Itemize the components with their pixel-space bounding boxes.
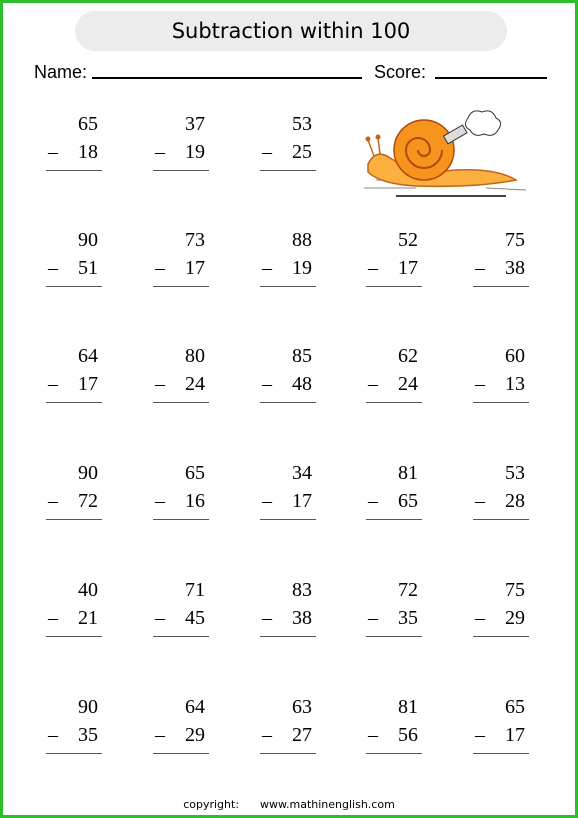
minuend: 62 xyxy=(398,345,418,367)
subtraction-problem xyxy=(471,229,531,289)
answer-line[interactable] xyxy=(260,286,316,287)
snail-illustration xyxy=(356,108,532,204)
subtraction-problem xyxy=(151,229,211,289)
subtraction-problem xyxy=(364,696,424,756)
subtraction-problem xyxy=(364,462,424,522)
minuend: 75 xyxy=(505,579,525,601)
answer-line[interactable] xyxy=(46,170,102,171)
minuend: 65 xyxy=(185,462,205,484)
subtrahend: 38 xyxy=(292,607,312,629)
subtrahend: 19 xyxy=(185,141,205,163)
name-label: Name: xyxy=(34,62,88,82)
subtrahend: 27 xyxy=(292,724,312,746)
minus-sign: – xyxy=(48,607,58,629)
minus-sign: – xyxy=(155,490,165,512)
minuend: 90 xyxy=(78,462,98,484)
subtrahend: 17 xyxy=(292,490,312,512)
subtraction-problem xyxy=(258,229,318,289)
subtraction-problem xyxy=(258,113,318,173)
subtrahend: 21 xyxy=(78,607,98,629)
minuend: 65 xyxy=(78,113,98,135)
name-line[interactable] xyxy=(92,77,362,79)
minuend: 90 xyxy=(78,696,98,718)
subtrahend: 29 xyxy=(505,607,525,629)
subtrahend: 38 xyxy=(505,257,525,279)
subtrahend: 13 xyxy=(505,373,525,395)
subtraction-problem xyxy=(44,579,104,639)
minuend: 63 xyxy=(292,696,312,718)
minuend: 72 xyxy=(398,579,418,601)
answer-line[interactable] xyxy=(153,519,209,520)
answer-line[interactable] xyxy=(366,519,422,520)
subtraction-problem xyxy=(364,229,424,289)
answer-line[interactable] xyxy=(153,402,209,403)
minus-sign: – xyxy=(262,490,272,512)
answer-line[interactable] xyxy=(46,286,102,287)
answer-line[interactable] xyxy=(46,636,102,637)
minus-sign: – xyxy=(48,373,58,395)
subtraction-problem xyxy=(258,696,318,756)
minus-sign: – xyxy=(368,607,378,629)
minus-sign: – xyxy=(48,257,58,279)
score-label: Score: xyxy=(374,62,427,82)
answer-line[interactable] xyxy=(260,170,316,171)
minuend: 75 xyxy=(505,229,525,251)
answer-line[interactable] xyxy=(46,519,102,520)
subtrahend: 35 xyxy=(78,724,98,746)
subtraction-problem xyxy=(151,579,211,639)
subtrahend: 56 xyxy=(398,724,418,746)
minus-sign: – xyxy=(368,724,378,746)
minuend: 90 xyxy=(78,229,98,251)
minus-sign: – xyxy=(475,490,485,512)
subtrahend: 16 xyxy=(185,490,205,512)
minuend: 73 xyxy=(185,229,205,251)
minuend: 40 xyxy=(78,579,98,601)
minuend: 81 xyxy=(398,462,418,484)
subtrahend: 17 xyxy=(185,257,205,279)
minus-sign: – xyxy=(155,141,165,163)
footer xyxy=(0,798,578,811)
minuend: 88 xyxy=(292,229,312,251)
minus-sign: – xyxy=(48,724,58,746)
subtrahend: 19 xyxy=(292,257,312,279)
answer-line[interactable] xyxy=(260,636,316,637)
minuend: 60 xyxy=(505,345,525,367)
subtrahend: 28 xyxy=(505,490,525,512)
subtraction-problem xyxy=(44,345,104,405)
minuend: 64 xyxy=(78,345,98,367)
subtrahend: 35 xyxy=(398,607,418,629)
title-text: Subtraction within 100 xyxy=(171,19,411,43)
minus-sign: – xyxy=(475,724,485,746)
minus-sign: – xyxy=(475,607,485,629)
minus-sign: – xyxy=(368,257,378,279)
minuend: 53 xyxy=(505,462,525,484)
minus-sign: – xyxy=(262,373,272,395)
subtrahend: 25 xyxy=(292,141,312,163)
answer-line[interactable] xyxy=(153,636,209,637)
subtrahend: 24 xyxy=(185,373,205,395)
subtrahend: 17 xyxy=(78,373,98,395)
answer-line[interactable] xyxy=(153,753,209,754)
answer-line[interactable] xyxy=(473,402,529,403)
answer-line[interactable] xyxy=(473,286,529,287)
subtrahend: 24 xyxy=(398,373,418,395)
answer-line[interactable] xyxy=(366,286,422,287)
subtraction-problem xyxy=(44,462,104,522)
minus-sign: – xyxy=(262,141,272,163)
subtraction-problem xyxy=(258,579,318,639)
answer-line[interactable] xyxy=(473,636,529,637)
minus-sign: – xyxy=(155,607,165,629)
subtrahend: 17 xyxy=(505,724,525,746)
minus-sign: – xyxy=(475,373,485,395)
minuend: 83 xyxy=(292,579,312,601)
answer-line[interactable] xyxy=(473,753,529,754)
subtraction-problem xyxy=(471,696,531,756)
answer-line[interactable] xyxy=(153,170,209,171)
minuend: 80 xyxy=(185,345,205,367)
answer-line[interactable] xyxy=(260,519,316,520)
subtrahend: 72 xyxy=(78,490,98,512)
subtraction-problem xyxy=(44,113,104,173)
minuend: 81 xyxy=(398,696,418,718)
subtrahend: 17 xyxy=(398,257,418,279)
subtraction-problem xyxy=(364,345,424,405)
worksheet-title xyxy=(75,11,507,51)
subtraction-problem xyxy=(471,579,531,639)
answer-line[interactable] xyxy=(260,753,316,754)
subtrahend: 51 xyxy=(78,257,98,279)
score-line[interactable] xyxy=(435,77,547,79)
answer-line[interactable] xyxy=(46,402,102,403)
minus-sign: – xyxy=(48,490,58,512)
subtrahend: 18 xyxy=(78,141,98,163)
subtrahend: 29 xyxy=(185,724,205,746)
minus-sign: – xyxy=(368,373,378,395)
minus-sign: – xyxy=(155,373,165,395)
minuend: 85 xyxy=(292,345,312,367)
minuend: 34 xyxy=(292,462,312,484)
subtraction-problem xyxy=(151,113,211,173)
minuend: 52 xyxy=(398,229,418,251)
website-link[interactable]: www.mathinenglish.com xyxy=(260,798,395,811)
answer-line[interactable] xyxy=(260,402,316,403)
minus-sign: – xyxy=(155,724,165,746)
answer-line[interactable] xyxy=(366,402,422,403)
minus-sign: – xyxy=(155,257,165,279)
answer-line[interactable] xyxy=(153,286,209,287)
minus-sign: – xyxy=(262,607,272,629)
subtraction-problem xyxy=(44,696,104,756)
subtraction-problem xyxy=(258,345,318,405)
minus-sign: – xyxy=(475,257,485,279)
minus-sign: – xyxy=(368,490,378,512)
subtraction-problem xyxy=(44,229,104,289)
minuend: 37 xyxy=(185,113,205,135)
subtraction-problem xyxy=(471,345,531,405)
answer-line[interactable] xyxy=(366,636,422,637)
answer-line[interactable] xyxy=(473,519,529,520)
minus-sign: – xyxy=(262,724,272,746)
minuend: 71 xyxy=(185,579,205,601)
subtraction-problem xyxy=(151,696,211,756)
answer-line[interactable] xyxy=(46,753,102,754)
minuend: 53 xyxy=(292,113,312,135)
subtraction-problem xyxy=(471,462,531,522)
answer-line[interactable] xyxy=(366,753,422,754)
subtrahend: 65 xyxy=(398,490,418,512)
subtraction-problem xyxy=(151,345,211,405)
subtraction-problem xyxy=(151,462,211,522)
minus-sign: – xyxy=(262,257,272,279)
subtrahend: 48 xyxy=(292,373,312,395)
subtrahend: 45 xyxy=(185,607,205,629)
minuend: 65 xyxy=(505,696,525,718)
minus-sign: – xyxy=(48,141,58,163)
copyright-label: copyright: xyxy=(183,798,240,811)
minuend: 64 xyxy=(185,696,205,718)
subtraction-problem xyxy=(364,579,424,639)
subtraction-problem xyxy=(258,462,318,522)
